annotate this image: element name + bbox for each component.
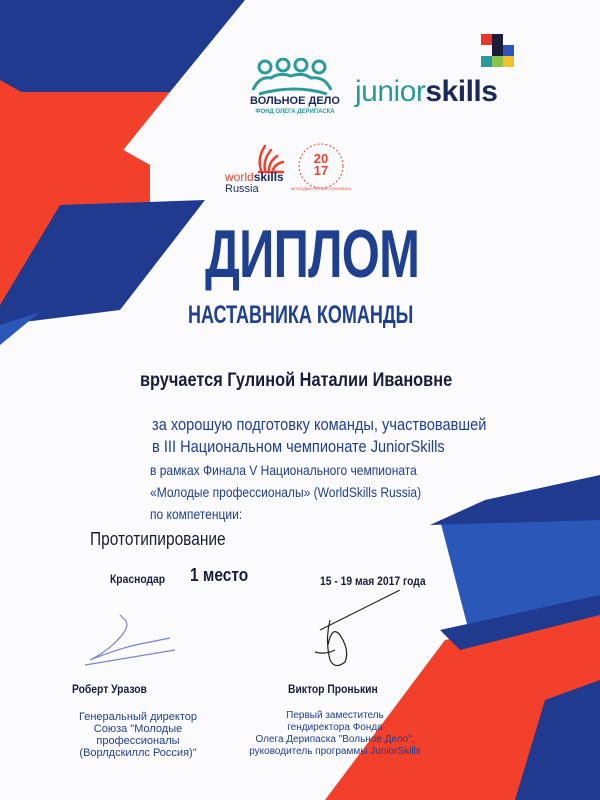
juniorskills-wordmark (355, 75, 497, 109)
signatory-2-position-line: гендиректора Фонда (287, 722, 383, 733)
competence: Прототипирование (90, 529, 226, 549)
juniorskills-blocks-icon (477, 30, 521, 76)
juniorskills-logo (355, 30, 525, 110)
signatory-1-position-line: (Ворлдскиллс Россия)" (79, 747, 197, 759)
worldskills-wordmark (225, 170, 284, 184)
signatory-1-name: Роберт Уразов (72, 682, 147, 696)
badge-ring-text: МОЛОДЫЕ ПРОФЕССИОНАЛЫ (291, 186, 351, 191)
bottom-right-top-navy-shape (430, 475, 600, 525)
molodye-professionaly-badge (291, 140, 351, 192)
signatory-2-name: Виктор Пронькин (288, 682, 378, 696)
badge-year-top: 20 (313, 151, 329, 166)
top-left-navy-shape (0, 0, 245, 92)
signatory-1-position-line: Союза "Молодые профессионалы (93, 723, 183, 747)
signature-2 (290, 590, 420, 680)
worldskills-flame-icon (255, 140, 287, 174)
place: 1 место (190, 565, 249, 585)
volnoe-delo-name: ВОЛЬНОЕ ДЕЛО (250, 95, 340, 107)
reason-line-4: «Молодые профессионалы» (WorldSkills Russia) (150, 484, 422, 500)
diploma-title: ДИПЛОМ (205, 216, 420, 292)
signatory-2-position-line: Олега Дерипаска "Вольное Дело", (255, 734, 415, 745)
people-icon (245, 58, 345, 98)
city: Краснодар (110, 572, 166, 586)
worldskills-world: world (225, 170, 254, 184)
volnoe-delo-logo (245, 58, 345, 120)
signatory-2-position-line: Первый заместитель (286, 710, 384, 721)
juniorskills-junior: junior (355, 75, 426, 108)
signatory-2-position (240, 710, 430, 758)
signatory-2-position-line: руководитель программы JuniorSkills (249, 746, 421, 757)
signatory-1-position (58, 711, 218, 759)
signature-1 (80, 600, 200, 680)
badge-year-bottom: 17 (313, 163, 329, 178)
reason-line-5: по компетенции: (150, 506, 243, 522)
badge-year (295, 153, 347, 177)
dates: 15 - 19 мая 2017 года (320, 574, 426, 588)
juniorskills-skills: skills (425, 75, 498, 108)
signatory-1-position-line: Генеральный директор (79, 711, 197, 723)
reason-line-2: в III Национальном чемпионате JuniorSkills (152, 437, 445, 456)
worldskills-skills: skills (253, 170, 284, 184)
reason-line-3: в рамках Финала V Национального чемпионата (150, 462, 417, 478)
volnoe-delo-sub: ФОНД ОЛЕГА ДЕРИПАСКА (255, 109, 335, 115)
worldskills-logo (225, 140, 295, 195)
worldskills-russia: Russia (225, 183, 259, 195)
reason-line-1: за хорошую подготовку команды, участвовавшей (152, 415, 487, 434)
diploma-subtitle: НАСТАВНИКА КОМАНДЫ (188, 301, 414, 329)
awarded-to: вручается Гулиной Наталии Ивановне (140, 370, 453, 391)
